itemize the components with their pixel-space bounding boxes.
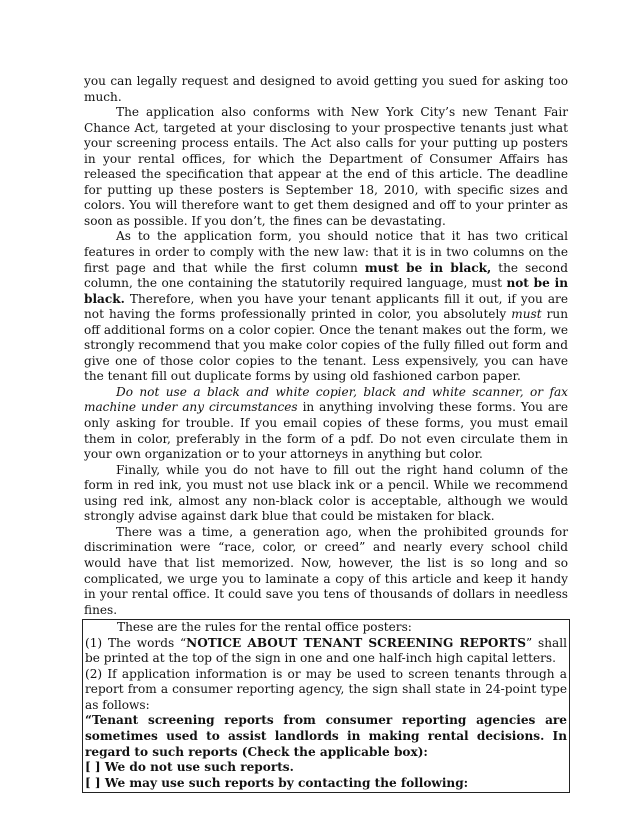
p3-italic-must: must [511, 307, 542, 322]
p4-italic-warning: Do not use a black and white copier, black and white scanner, or fax machine under any circumstances [84, 384, 568, 415]
paragraph-5: Finally, while you do not have to fill out the right hand column of the form in red ink, you must not use black ink or a pencil. While we recommend using red ink, almost any non-black color is acceptable, although we would strongly advise against dark blue that could be mistaken for black. [84, 462, 568, 524]
paragraph-3 [84, 229, 568, 384]
rule-2: (2) If application information is or may be used to screen tenants through a report from a consumer reporting agency, the sign shall state in 24-point type as follows: [85, 666, 567, 712]
p3-bold-not-black: not be in black. [84, 276, 568, 306]
poster-rules-box [82, 619, 570, 793]
paragraph-4 [84, 385, 568, 463]
rules-intro: These are the rules for the rental office posters: [117, 620, 412, 635]
rule-1-text-c: ” shall be printed at the top of the sign in one and one half-inch high capital letters. [85, 635, 567, 666]
rule-1-notice-title: NOTICE ABOUT TENANT SCREENING REPORTS [186, 635, 527, 650]
p3-text-a: As to the application form, you should notice that it has two critical features in order to comply with the new law: that it is in two columns on the first page and that while the first column [84, 229, 568, 275]
paragraph-2: The application also conforms with New York City’s new Tenant Fair Chance Act, targeted at your disclosing to your prospective tenants just what your screening process entails. The Act also calls for your putting up posters in your rental offices, for which the Department of Consumer Affairs has released the specification that appear at the end of this article. The deadline for putting up these posters is September 18, 2010, with specific sizes and colors. You will therefore want to get them designed and off to your printer as soon as possible. If you don’t, the fines can be devastating. [84, 105, 568, 228]
p3-text-g: run off additional forms on a color copier. Once the tenant makes out the form, we strongly recommend that you make color copies of the fully filled out form and give one of those color copies to the tenant. Less expensively, you can have the tenant fill out duplicate forms by using old fashioned carbon paper. [84, 307, 568, 384]
p3-text-c: the second column, the one containing the statutorily required language, must [84, 260, 568, 291]
rule-1-text-a: (1) The words “ [85, 635, 187, 650]
paragraph-6: There was a time, a generation ago, when the prohibited grounds for discrimination were “race, color, or creed” and nearly every school child would have that list memorized. Now, however, the list is so long and so complicated, we urge you to laminate a copy of this article and keep it handy in your rental office. It could save you tens of thousands of dollars in needless fines. [84, 524, 568, 617]
rule-1 [85, 636, 567, 667]
option-may-use: [ ] We may use such reports by contacting the following: [85, 775, 469, 790]
option-do-not-use: [ ] We do not use such reports. [85, 760, 294, 775]
notice-statement: “Tenant screening reports from consumer reporting agencies are sometimes used to assist landlords in making rental decisions. In regard to such reports (Check the applicable box): [85, 713, 567, 759]
paragraph-1: you can legally request and designed to avoid getting you sued for asking too much. [84, 74, 568, 104]
p3-bold-must-black: must be in black, [364, 260, 492, 275]
p4-text-b: in anything involving these forms. You are only asking for trouble. If you email copies of these forms, you must email them in color, preferably in the form of a pdf. Do not even circulate them in your own organization or to your attorneys in anything but color. [84, 400, 568, 462]
article-body [84, 74, 568, 793]
p3-text-e: Therefore, when you have your tenant applicants fill it out, if you are not having the forms professionally printed in color, you absolutely [84, 291, 568, 322]
